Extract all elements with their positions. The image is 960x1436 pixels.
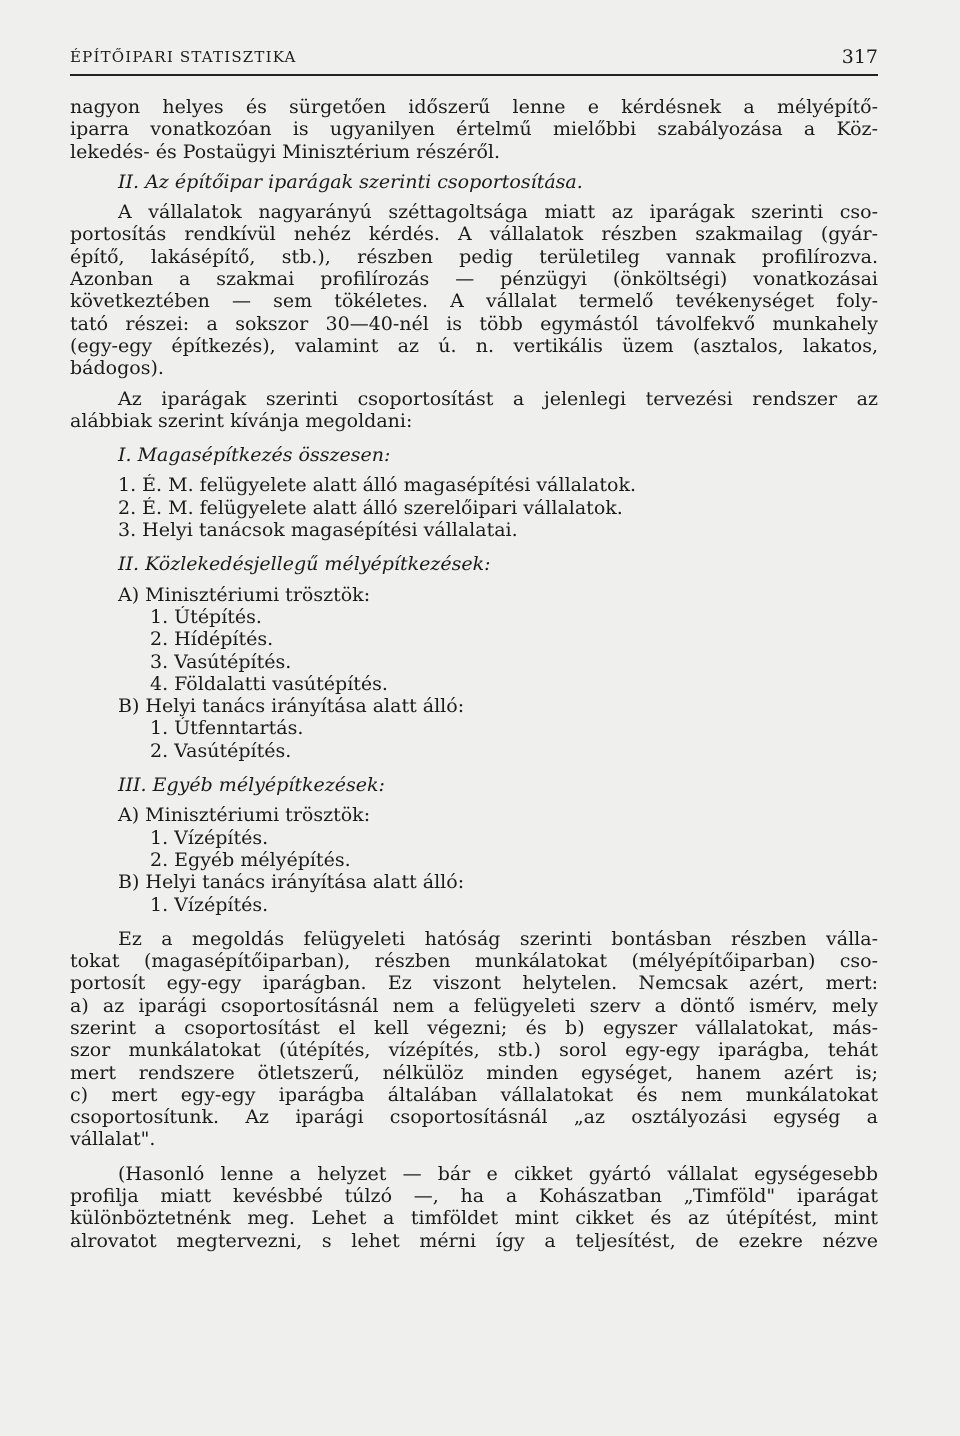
text-line: tokat (magasépítőiparban), részben munkálatokat (mélyépítőiparban) cso- [70,950,878,973]
outline-subheading: B) Helyi tanács irányítása alatt álló: [118,695,465,718]
running-title: ÉPÍTŐIPARI STATISZTIKA [70,48,297,66]
text-line: profilja miatt kevésbbé túlzó —, ha a Kohászatban „Timföld" iparágat [70,1185,878,1208]
list-item: 4. Földalatti vasútépítés. [150,672,388,695]
outline-group-heading: III. Egyéb mélyépítkezések: [118,774,385,797]
text-line: nagyon helyes és sürgetően időszerű lenne e kérdésnek a mélyépítő- [70,96,878,118]
text-line: tató részei: a sokszor 30—40-nél is több egymástól távolfekvő munkahely [70,312,878,335]
text-line: különböztetnénk meg. Lehet a timföldet mint cikket és az útépítést, mint [70,1207,878,1230]
text-line: A vállalatok nagyarányú széttagoltsága miatt az iparágak szerinti cso- [118,201,878,224]
text-line: (Hasonló lenne a helyzet — bár e cikket gyártó vállalat egységesebb [118,1162,878,1185]
list-item: 3. Helyi tanácsok magasépítési vállalatai. [118,519,518,542]
list-item: 1. Vízépítés. [150,826,269,849]
text-line: bádogos). [70,357,164,380]
paragraph-1 [70,201,878,379]
outline-subheading: B) Helyi tanács irányítása alatt álló: [118,871,465,894]
list-item: 1. É. M. felügyelete alatt álló magasépítési vállalatok. [118,474,637,497]
text-line: Azonban a szakmai profilírozás — pénzügyi (önköltségi) vonatkozásai [70,268,878,291]
list-item: 1. Vízépítés. [150,893,269,916]
text-line: alrovatot megtervezni, s lehet mérni így a teljesítést, de ezekre nézve [70,1229,878,1252]
intro-paragraph [70,96,878,163]
text-line: portosítás rendkívül nehéz kérdés. A vállalatok részben szakmailag (gyár- [70,223,878,246]
paragraph-2 [70,388,878,433]
list-item: 1. Útépítés. [150,605,262,628]
text-line: c) mert egy-egy iparágba általában vállalatokat és nem munkálatokat [70,1083,878,1106]
list-item: 2. É. M. felügyelete alatt álló szerelőipari vállalatok. [118,496,623,519]
text-line: építő, lakásépítő, stb.), részben pedig területileg vannak profilírozva. [70,245,878,268]
paragraph-3 [70,928,878,1151]
list-item: 2. Egyéb mélyépítés. [150,848,351,871]
outline-group-heading: II. Közlekedésjellegű mélyépítkezések: [118,553,491,576]
text-line: portosít egy-egy iparágban. Ez viszont helytelen. Nemcsak azért, mert: [70,972,878,995]
text-line: szor munkálatokat (útépítés, vízépítés, stb.) sorol egy-egy iparágba, tehát [70,1039,878,1062]
text-line: iparra vonatkozóan is ugyanilyen értelmű mielőbbi szabályozása a Köz- [70,118,878,141]
paragraph-4 [70,1163,878,1252]
outline-group-heading: I. Magasépítkezés összesen: [118,444,391,467]
running-header [70,40,878,76]
text-line: vállalat". [70,1128,156,1151]
outline-list [70,444,878,916]
list-item: 2. Hídépítés. [150,628,274,651]
text-line: mert rendszere ötletszerű, nélkülöz minden egységet, hanem azért is; [70,1061,878,1084]
list-item: 2. Vasútépítés. [150,739,292,762]
list-item: 3. Vasútépítés. [150,650,292,673]
list-item: 1. Útfenntartás. [150,717,304,740]
text-line: a) az iparági csoportosításnál nem a felügyeleti szerv a döntő ismérv, mely [70,994,878,1017]
text-line: alábbiak szerint kívánja megoldani: [70,409,413,432]
text-line: következtében — sem tökéletes. A vállalat termelő tevékenységet foly- [70,290,878,313]
text-line: csoportosítunk. Az iparági csoportosításnál „az osztályozási egység a [70,1106,878,1129]
text-line: Ez a megoldás felügyeleti hatóság szerinti bontásban részben válla- [118,927,878,950]
section-heading: II. Az építőipar iparágak szerinti csoportosítása. [118,170,583,193]
page-number: 317 [841,46,878,68]
page-body [70,96,878,1252]
outline-subheading: A) Minisztériumi trösztök: [118,804,371,827]
text-line: Az iparágak szerinti csoportosítást a jelenlegi tervezési rendszer az [118,387,878,410]
text-line: szerint a csoportosítást el kell végezni; és b) egyszer vállalatokat, más- [70,1016,878,1039]
text-line: lekedés- és Postaügyi Minisztérium részéről. [70,140,501,163]
text-line: (egy-egy építkezés), valamint az ú. n. vertikális üzem (asztalos, lakatos, [70,334,878,357]
outline-subheading: A) Minisztériumi trösztök: [118,583,371,606]
